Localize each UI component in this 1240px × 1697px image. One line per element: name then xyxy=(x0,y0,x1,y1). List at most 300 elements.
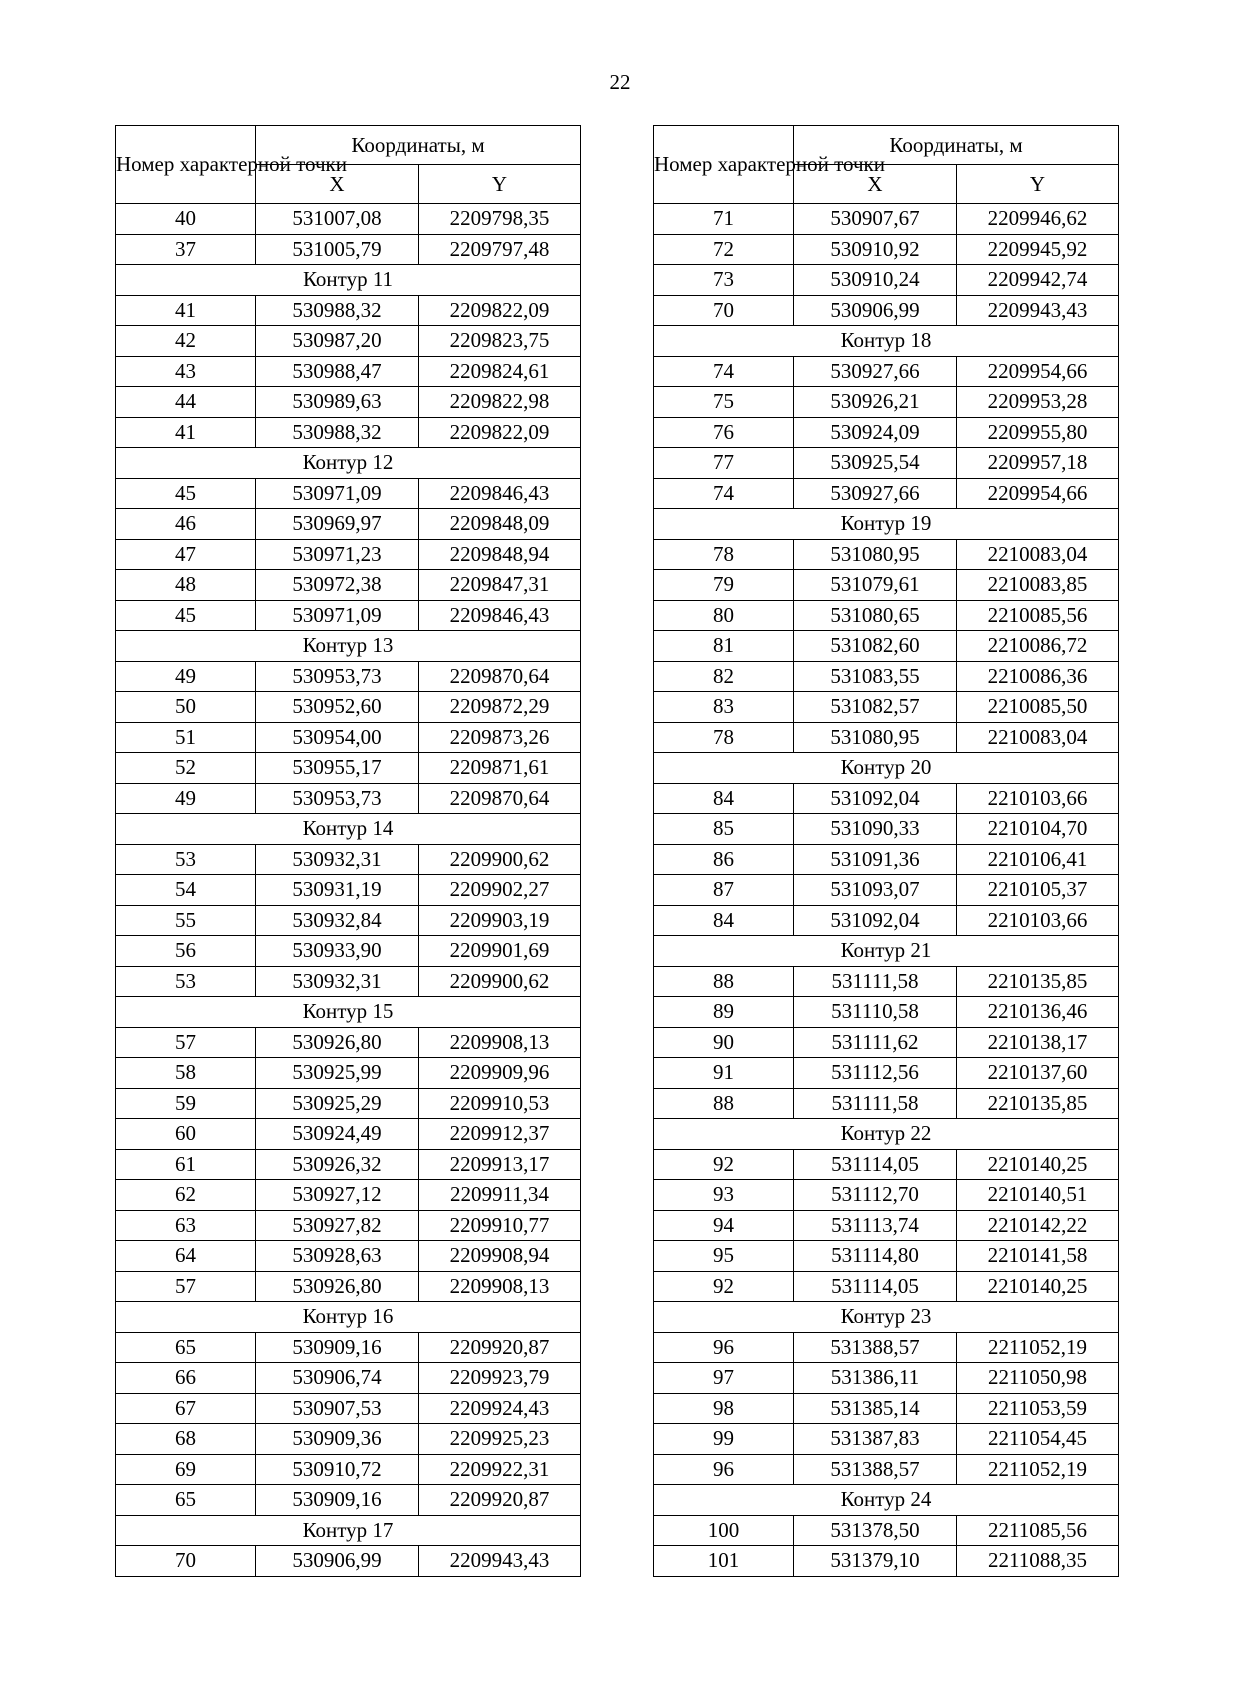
x-coordinate-cell: 530909,16 xyxy=(256,1332,419,1363)
x-coordinate-cell: 530972,38 xyxy=(256,570,419,601)
contour-label: Контур 11 xyxy=(116,265,581,296)
table-row xyxy=(116,1271,581,1302)
table-row xyxy=(654,234,1119,265)
contour-row xyxy=(654,1119,1119,1150)
point-number-cell: 88 xyxy=(654,1088,794,1119)
point-number-cell: 45 xyxy=(116,600,256,631)
table-row xyxy=(116,875,581,906)
header-coordinates: Координаты, м xyxy=(256,126,581,165)
x-coordinate-cell: 530926,80 xyxy=(256,1271,419,1302)
y-coordinate-cell: 2209900,62 xyxy=(419,966,581,997)
point-number-cell: 54 xyxy=(116,875,256,906)
point-number-cell: 41 xyxy=(116,295,256,326)
point-number-cell: 76 xyxy=(654,417,794,448)
x-coordinate-cell: 530924,49 xyxy=(256,1119,419,1150)
table-row xyxy=(116,1180,581,1211)
y-coordinate-cell: 2210105,37 xyxy=(957,875,1119,906)
y-coordinate-cell: 2210104,70 xyxy=(957,814,1119,845)
point-number-cell: 49 xyxy=(116,661,256,692)
y-coordinate-cell: 2209901,69 xyxy=(419,936,581,967)
point-number-cell: 43 xyxy=(116,356,256,387)
table-row xyxy=(654,875,1119,906)
table-row xyxy=(116,1454,581,1485)
point-number-cell: 68 xyxy=(116,1424,256,1455)
point-number-cell: 57 xyxy=(116,1027,256,1058)
table-row xyxy=(654,570,1119,601)
table-row xyxy=(654,478,1119,509)
point-number-cell: 72 xyxy=(654,234,794,265)
x-coordinate-cell: 531111,58 xyxy=(794,1088,957,1119)
point-number-cell: 98 xyxy=(654,1393,794,1424)
x-coordinate-cell: 530926,80 xyxy=(256,1027,419,1058)
x-coordinate-cell: 531378,50 xyxy=(794,1515,957,1546)
point-number-cell: 45 xyxy=(116,478,256,509)
contour-row xyxy=(654,936,1119,967)
table-row xyxy=(116,600,581,631)
y-coordinate-cell: 2210086,72 xyxy=(957,631,1119,662)
coordinates-table-left xyxy=(115,125,581,1577)
y-coordinate-cell: 2210083,04 xyxy=(957,539,1119,570)
contour-label: Контур 13 xyxy=(116,631,581,662)
header-y: Y xyxy=(419,165,581,204)
x-coordinate-cell: 531080,95 xyxy=(794,539,957,570)
table-row xyxy=(116,1149,581,1180)
x-coordinate-cell: 530928,63 xyxy=(256,1241,419,1272)
table-row xyxy=(654,1454,1119,1485)
table-row xyxy=(116,1241,581,1272)
header-x: X xyxy=(256,165,419,204)
contour-row xyxy=(654,1302,1119,1333)
x-coordinate-cell: 530932,84 xyxy=(256,905,419,936)
x-coordinate-cell: 530925,99 xyxy=(256,1058,419,1089)
y-coordinate-cell: 2209846,43 xyxy=(419,600,581,631)
point-number-cell: 78 xyxy=(654,539,794,570)
point-number-cell: 92 xyxy=(654,1149,794,1180)
y-coordinate-cell: 2210103,66 xyxy=(957,783,1119,814)
y-coordinate-cell: 2209870,64 xyxy=(419,783,581,814)
table-row xyxy=(116,692,581,723)
table-row xyxy=(654,204,1119,235)
x-coordinate-cell: 530927,66 xyxy=(794,478,957,509)
point-number-cell: 58 xyxy=(116,1058,256,1089)
point-number-cell: 59 xyxy=(116,1088,256,1119)
y-coordinate-cell: 2209942,74 xyxy=(957,265,1119,296)
table-row xyxy=(654,905,1119,936)
x-coordinate-cell: 530953,73 xyxy=(256,661,419,692)
x-coordinate-cell: 531113,74 xyxy=(794,1210,957,1241)
point-number-cell: 96 xyxy=(654,1332,794,1363)
x-coordinate-cell: 531110,58 xyxy=(794,997,957,1028)
y-coordinate-cell: 2209908,13 xyxy=(419,1271,581,1302)
header-y: Y xyxy=(957,165,1119,204)
point-number-cell: 52 xyxy=(116,753,256,784)
point-number-cell: 44 xyxy=(116,387,256,418)
contour-row xyxy=(654,1485,1119,1516)
y-coordinate-cell: 2210140,25 xyxy=(957,1149,1119,1180)
point-number-cell: 91 xyxy=(654,1058,794,1089)
contour-label: Контур 17 xyxy=(116,1515,581,1546)
table-row xyxy=(654,1363,1119,1394)
point-number-cell: 95 xyxy=(654,1241,794,1272)
x-coordinate-cell: 531114,05 xyxy=(794,1271,957,1302)
point-number-cell: 56 xyxy=(116,936,256,967)
x-coordinate-cell: 530987,20 xyxy=(256,326,419,357)
table-row xyxy=(116,1546,581,1577)
table-row xyxy=(654,814,1119,845)
x-coordinate-cell: 531379,10 xyxy=(794,1546,957,1577)
x-coordinate-cell: 531111,62 xyxy=(794,1027,957,1058)
table-row xyxy=(116,417,581,448)
y-coordinate-cell: 2210085,56 xyxy=(957,600,1119,631)
y-coordinate-cell: 2209908,13 xyxy=(419,1027,581,1058)
point-number-cell: 88 xyxy=(654,966,794,997)
y-coordinate-cell: 2211052,19 xyxy=(957,1332,1119,1363)
point-number-cell: 93 xyxy=(654,1180,794,1211)
table-row xyxy=(654,539,1119,570)
x-coordinate-cell: 530925,54 xyxy=(794,448,957,479)
table-row xyxy=(116,966,581,997)
point-number-cell: 86 xyxy=(654,844,794,875)
y-coordinate-cell: 2209903,19 xyxy=(419,905,581,936)
table-row xyxy=(116,204,581,235)
y-coordinate-cell: 2210136,46 xyxy=(957,997,1119,1028)
x-coordinate-cell: 531112,70 xyxy=(794,1180,957,1211)
table-row xyxy=(116,1485,581,1516)
point-number-cell: 81 xyxy=(654,631,794,662)
point-number-cell: 78 xyxy=(654,722,794,753)
contour-label: Контур 24 xyxy=(654,1485,1119,1516)
point-number-cell: 47 xyxy=(116,539,256,570)
y-coordinate-cell: 2209957,18 xyxy=(957,448,1119,479)
table-row xyxy=(654,966,1119,997)
table-row xyxy=(654,997,1119,1028)
table-row xyxy=(654,1149,1119,1180)
table-row xyxy=(116,661,581,692)
point-number-cell: 48 xyxy=(116,570,256,601)
x-coordinate-cell: 530910,72 xyxy=(256,1454,419,1485)
contour-label: Контур 12 xyxy=(116,448,581,479)
x-coordinate-cell: 531111,58 xyxy=(794,966,957,997)
contour-row xyxy=(116,814,581,845)
table-row xyxy=(116,1424,581,1455)
x-coordinate-cell: 531385,14 xyxy=(794,1393,957,1424)
point-number-cell: 67 xyxy=(116,1393,256,1424)
y-coordinate-cell: 2209871,61 xyxy=(419,753,581,784)
point-number-cell: 74 xyxy=(654,478,794,509)
point-number-cell: 85 xyxy=(654,814,794,845)
point-number-cell: 69 xyxy=(116,1454,256,1485)
x-coordinate-cell: 530907,67 xyxy=(794,204,957,235)
point-number-cell: 51 xyxy=(116,722,256,753)
y-coordinate-cell: 2209848,09 xyxy=(419,509,581,540)
x-coordinate-cell: 530927,82 xyxy=(256,1210,419,1241)
table-row xyxy=(654,356,1119,387)
point-number-cell: 99 xyxy=(654,1424,794,1455)
contour-label: Контур 16 xyxy=(116,1302,581,1333)
x-coordinate-cell: 530971,09 xyxy=(256,478,419,509)
table-row xyxy=(116,295,581,326)
point-number-cell: 55 xyxy=(116,905,256,936)
x-coordinate-cell: 530971,23 xyxy=(256,539,419,570)
table-row xyxy=(654,1271,1119,1302)
x-coordinate-cell: 530906,99 xyxy=(794,295,957,326)
table-row xyxy=(654,1027,1119,1058)
point-number-cell: 80 xyxy=(654,600,794,631)
point-number-cell: 62 xyxy=(116,1180,256,1211)
y-coordinate-cell: 2209924,43 xyxy=(419,1393,581,1424)
y-coordinate-cell: 2210137,60 xyxy=(957,1058,1119,1089)
table-row xyxy=(116,1393,581,1424)
x-coordinate-cell: 530926,21 xyxy=(794,387,957,418)
x-coordinate-cell: 530953,73 xyxy=(256,783,419,814)
table-body xyxy=(654,204,1119,1577)
contour-label: Контур 21 xyxy=(654,936,1119,967)
y-coordinate-cell: 2209823,75 xyxy=(419,326,581,357)
x-coordinate-cell: 530969,97 xyxy=(256,509,419,540)
x-coordinate-cell: 531007,08 xyxy=(256,204,419,235)
table-row xyxy=(116,1332,581,1363)
y-coordinate-cell: 2209872,29 xyxy=(419,692,581,723)
y-coordinate-cell: 2209822,98 xyxy=(419,387,581,418)
x-coordinate-cell: 530909,16 xyxy=(256,1485,419,1516)
contour-row xyxy=(116,448,581,479)
y-coordinate-cell: 2209943,43 xyxy=(419,1546,581,1577)
x-coordinate-cell: 531080,95 xyxy=(794,722,957,753)
contour-label: Контур 15 xyxy=(116,997,581,1028)
point-number-cell: 66 xyxy=(116,1363,256,1394)
table-row xyxy=(116,844,581,875)
contour-row xyxy=(654,509,1119,540)
y-coordinate-cell: 2209923,79 xyxy=(419,1363,581,1394)
y-coordinate-cell: 2209846,43 xyxy=(419,478,581,509)
table-row xyxy=(116,1363,581,1394)
contour-label: Контур 18 xyxy=(654,326,1119,357)
table-row xyxy=(654,387,1119,418)
header-coordinates: Координаты, м xyxy=(794,126,1119,165)
point-number-cell: 73 xyxy=(654,265,794,296)
x-coordinate-cell: 530988,32 xyxy=(256,417,419,448)
point-number-cell: 60 xyxy=(116,1119,256,1150)
table-row xyxy=(654,1515,1119,1546)
x-coordinate-cell: 530927,66 xyxy=(794,356,957,387)
x-coordinate-cell: 530931,19 xyxy=(256,875,419,906)
x-coordinate-cell: 530954,00 xyxy=(256,722,419,753)
y-coordinate-cell: 2210083,04 xyxy=(957,722,1119,753)
y-coordinate-cell: 2209822,09 xyxy=(419,295,581,326)
y-coordinate-cell: 2209798,35 xyxy=(419,204,581,235)
y-coordinate-cell: 2209908,94 xyxy=(419,1241,581,1272)
header-x: X xyxy=(794,165,957,204)
table-row xyxy=(654,1088,1119,1119)
y-coordinate-cell: 2209847,31 xyxy=(419,570,581,601)
point-number-cell: 83 xyxy=(654,692,794,723)
table-row xyxy=(654,722,1119,753)
y-coordinate-cell: 2209925,23 xyxy=(419,1424,581,1455)
y-coordinate-cell: 2209900,62 xyxy=(419,844,581,875)
point-number-cell: 92 xyxy=(654,1271,794,1302)
y-coordinate-cell: 2209870,64 xyxy=(419,661,581,692)
table-row xyxy=(654,692,1119,723)
x-coordinate-cell: 530926,32 xyxy=(256,1149,419,1180)
table-row xyxy=(654,1424,1119,1455)
contour-label: Контур 22 xyxy=(654,1119,1119,1150)
y-coordinate-cell: 2211085,56 xyxy=(957,1515,1119,1546)
point-number-cell: 96 xyxy=(654,1454,794,1485)
contour-label: Контур 14 xyxy=(116,814,581,845)
y-coordinate-cell: 2209943,43 xyxy=(957,295,1119,326)
table-row xyxy=(654,417,1119,448)
y-coordinate-cell: 2209910,53 xyxy=(419,1088,581,1119)
contour-label: Контур 23 xyxy=(654,1302,1119,1333)
point-number-cell: 84 xyxy=(654,905,794,936)
x-coordinate-cell: 531005,79 xyxy=(256,234,419,265)
y-coordinate-cell: 2209797,48 xyxy=(419,234,581,265)
table-row xyxy=(654,1241,1119,1272)
x-coordinate-cell: 531114,05 xyxy=(794,1149,957,1180)
x-coordinate-cell: 531082,60 xyxy=(794,631,957,662)
header-point-number: Номер характерной точки xyxy=(654,126,794,204)
y-coordinate-cell: 2209922,31 xyxy=(419,1454,581,1485)
y-coordinate-cell: 2209945,92 xyxy=(957,234,1119,265)
y-coordinate-cell: 2211050,98 xyxy=(957,1363,1119,1394)
point-number-cell: 89 xyxy=(654,997,794,1028)
y-coordinate-cell: 2210085,50 xyxy=(957,692,1119,723)
y-coordinate-cell: 2210103,66 xyxy=(957,905,1119,936)
x-coordinate-cell: 530925,29 xyxy=(256,1088,419,1119)
x-coordinate-cell: 530924,09 xyxy=(794,417,957,448)
x-coordinate-cell: 530988,47 xyxy=(256,356,419,387)
table-row xyxy=(654,1393,1119,1424)
y-coordinate-cell: 2210141,58 xyxy=(957,1241,1119,1272)
page-number: 22 xyxy=(609,70,631,94)
y-coordinate-cell: 2210140,25 xyxy=(957,1271,1119,1302)
y-coordinate-cell: 2210142,22 xyxy=(957,1210,1119,1241)
point-number-cell: 87 xyxy=(654,875,794,906)
table-row xyxy=(116,1027,581,1058)
x-coordinate-cell: 531093,07 xyxy=(794,875,957,906)
table-row xyxy=(654,783,1119,814)
point-number-cell: 42 xyxy=(116,326,256,357)
contour-label: Контур 20 xyxy=(654,753,1119,784)
y-coordinate-cell: 2210086,36 xyxy=(957,661,1119,692)
table-row xyxy=(116,539,581,570)
y-coordinate-cell: 2209946,62 xyxy=(957,204,1119,235)
table-row xyxy=(116,356,581,387)
point-number-cell: 46 xyxy=(116,509,256,540)
y-coordinate-cell: 2210138,17 xyxy=(957,1027,1119,1058)
x-coordinate-cell: 530906,74 xyxy=(256,1363,419,1394)
table-row xyxy=(654,661,1119,692)
y-coordinate-cell: 2209954,66 xyxy=(957,478,1119,509)
x-coordinate-cell: 530909,36 xyxy=(256,1424,419,1455)
x-coordinate-cell: 531092,04 xyxy=(794,783,957,814)
table-row xyxy=(654,295,1119,326)
y-coordinate-cell: 2209848,94 xyxy=(419,539,581,570)
table-row xyxy=(116,1210,581,1241)
point-number-cell: 90 xyxy=(654,1027,794,1058)
x-coordinate-cell: 531386,11 xyxy=(794,1363,957,1394)
y-coordinate-cell: 2211053,59 xyxy=(957,1393,1119,1424)
contour-row xyxy=(116,1302,581,1333)
x-coordinate-cell: 531092,04 xyxy=(794,905,957,936)
y-coordinate-cell: 2211088,35 xyxy=(957,1546,1119,1577)
table-row xyxy=(116,234,581,265)
coordinates-table-right xyxy=(653,125,1119,1577)
table-row xyxy=(116,387,581,418)
point-number-cell: 75 xyxy=(654,387,794,418)
point-number-cell: 57 xyxy=(116,1271,256,1302)
table-row xyxy=(116,905,581,936)
table-row xyxy=(654,448,1119,479)
table-row xyxy=(116,326,581,357)
table-row xyxy=(654,1332,1119,1363)
point-number-cell: 65 xyxy=(116,1332,256,1363)
y-coordinate-cell: 2209822,09 xyxy=(419,417,581,448)
x-coordinate-cell: 531388,57 xyxy=(794,1454,957,1485)
y-coordinate-cell: 2209913,17 xyxy=(419,1149,581,1180)
x-coordinate-cell: 531112,56 xyxy=(794,1058,957,1089)
table-row xyxy=(654,844,1119,875)
y-coordinate-cell: 2211054,45 xyxy=(957,1424,1119,1455)
y-coordinate-cell: 2210140,51 xyxy=(957,1180,1119,1211)
table-row xyxy=(654,1058,1119,1089)
point-number-cell: 63 xyxy=(116,1210,256,1241)
table-row xyxy=(116,783,581,814)
y-coordinate-cell: 2209824,61 xyxy=(419,356,581,387)
x-coordinate-cell: 531090,33 xyxy=(794,814,957,845)
point-number-cell: 94 xyxy=(654,1210,794,1241)
x-coordinate-cell: 530933,90 xyxy=(256,936,419,967)
x-coordinate-cell: 531114,80 xyxy=(794,1241,957,1272)
x-coordinate-cell: 530910,24 xyxy=(794,265,957,296)
point-number-cell: 70 xyxy=(116,1546,256,1577)
x-coordinate-cell: 530952,60 xyxy=(256,692,419,723)
contour-row xyxy=(116,265,581,296)
contour-row xyxy=(654,326,1119,357)
point-number-cell: 65 xyxy=(116,1485,256,1516)
x-coordinate-cell: 530907,53 xyxy=(256,1393,419,1424)
x-coordinate-cell: 530906,99 xyxy=(256,1546,419,1577)
y-coordinate-cell: 2209955,80 xyxy=(957,417,1119,448)
x-coordinate-cell: 531082,57 xyxy=(794,692,957,723)
table-row xyxy=(116,753,581,784)
table-body xyxy=(116,204,581,1577)
point-number-cell: 101 xyxy=(654,1546,794,1577)
y-coordinate-cell: 2209873,26 xyxy=(419,722,581,753)
y-coordinate-cell: 2209909,96 xyxy=(419,1058,581,1089)
contour-row xyxy=(654,753,1119,784)
y-coordinate-cell: 2210135,85 xyxy=(957,1088,1119,1119)
point-number-cell: 37 xyxy=(116,234,256,265)
point-number-cell: 82 xyxy=(654,661,794,692)
point-number-cell: 100 xyxy=(654,1515,794,1546)
table-row xyxy=(654,265,1119,296)
table-row xyxy=(116,509,581,540)
y-coordinate-cell: 2210135,85 xyxy=(957,966,1119,997)
point-number-cell: 84 xyxy=(654,783,794,814)
x-coordinate-cell: 530971,09 xyxy=(256,600,419,631)
contour-label: Контур 19 xyxy=(654,509,1119,540)
table-row xyxy=(116,1058,581,1089)
x-coordinate-cell: 530927,12 xyxy=(256,1180,419,1211)
x-coordinate-cell: 531388,57 xyxy=(794,1332,957,1363)
contour-row xyxy=(116,997,581,1028)
point-number-cell: 50 xyxy=(116,692,256,723)
point-number-cell: 53 xyxy=(116,844,256,875)
x-coordinate-cell: 531387,83 xyxy=(794,1424,957,1455)
table-row xyxy=(116,1119,581,1150)
point-number-cell: 97 xyxy=(654,1363,794,1394)
